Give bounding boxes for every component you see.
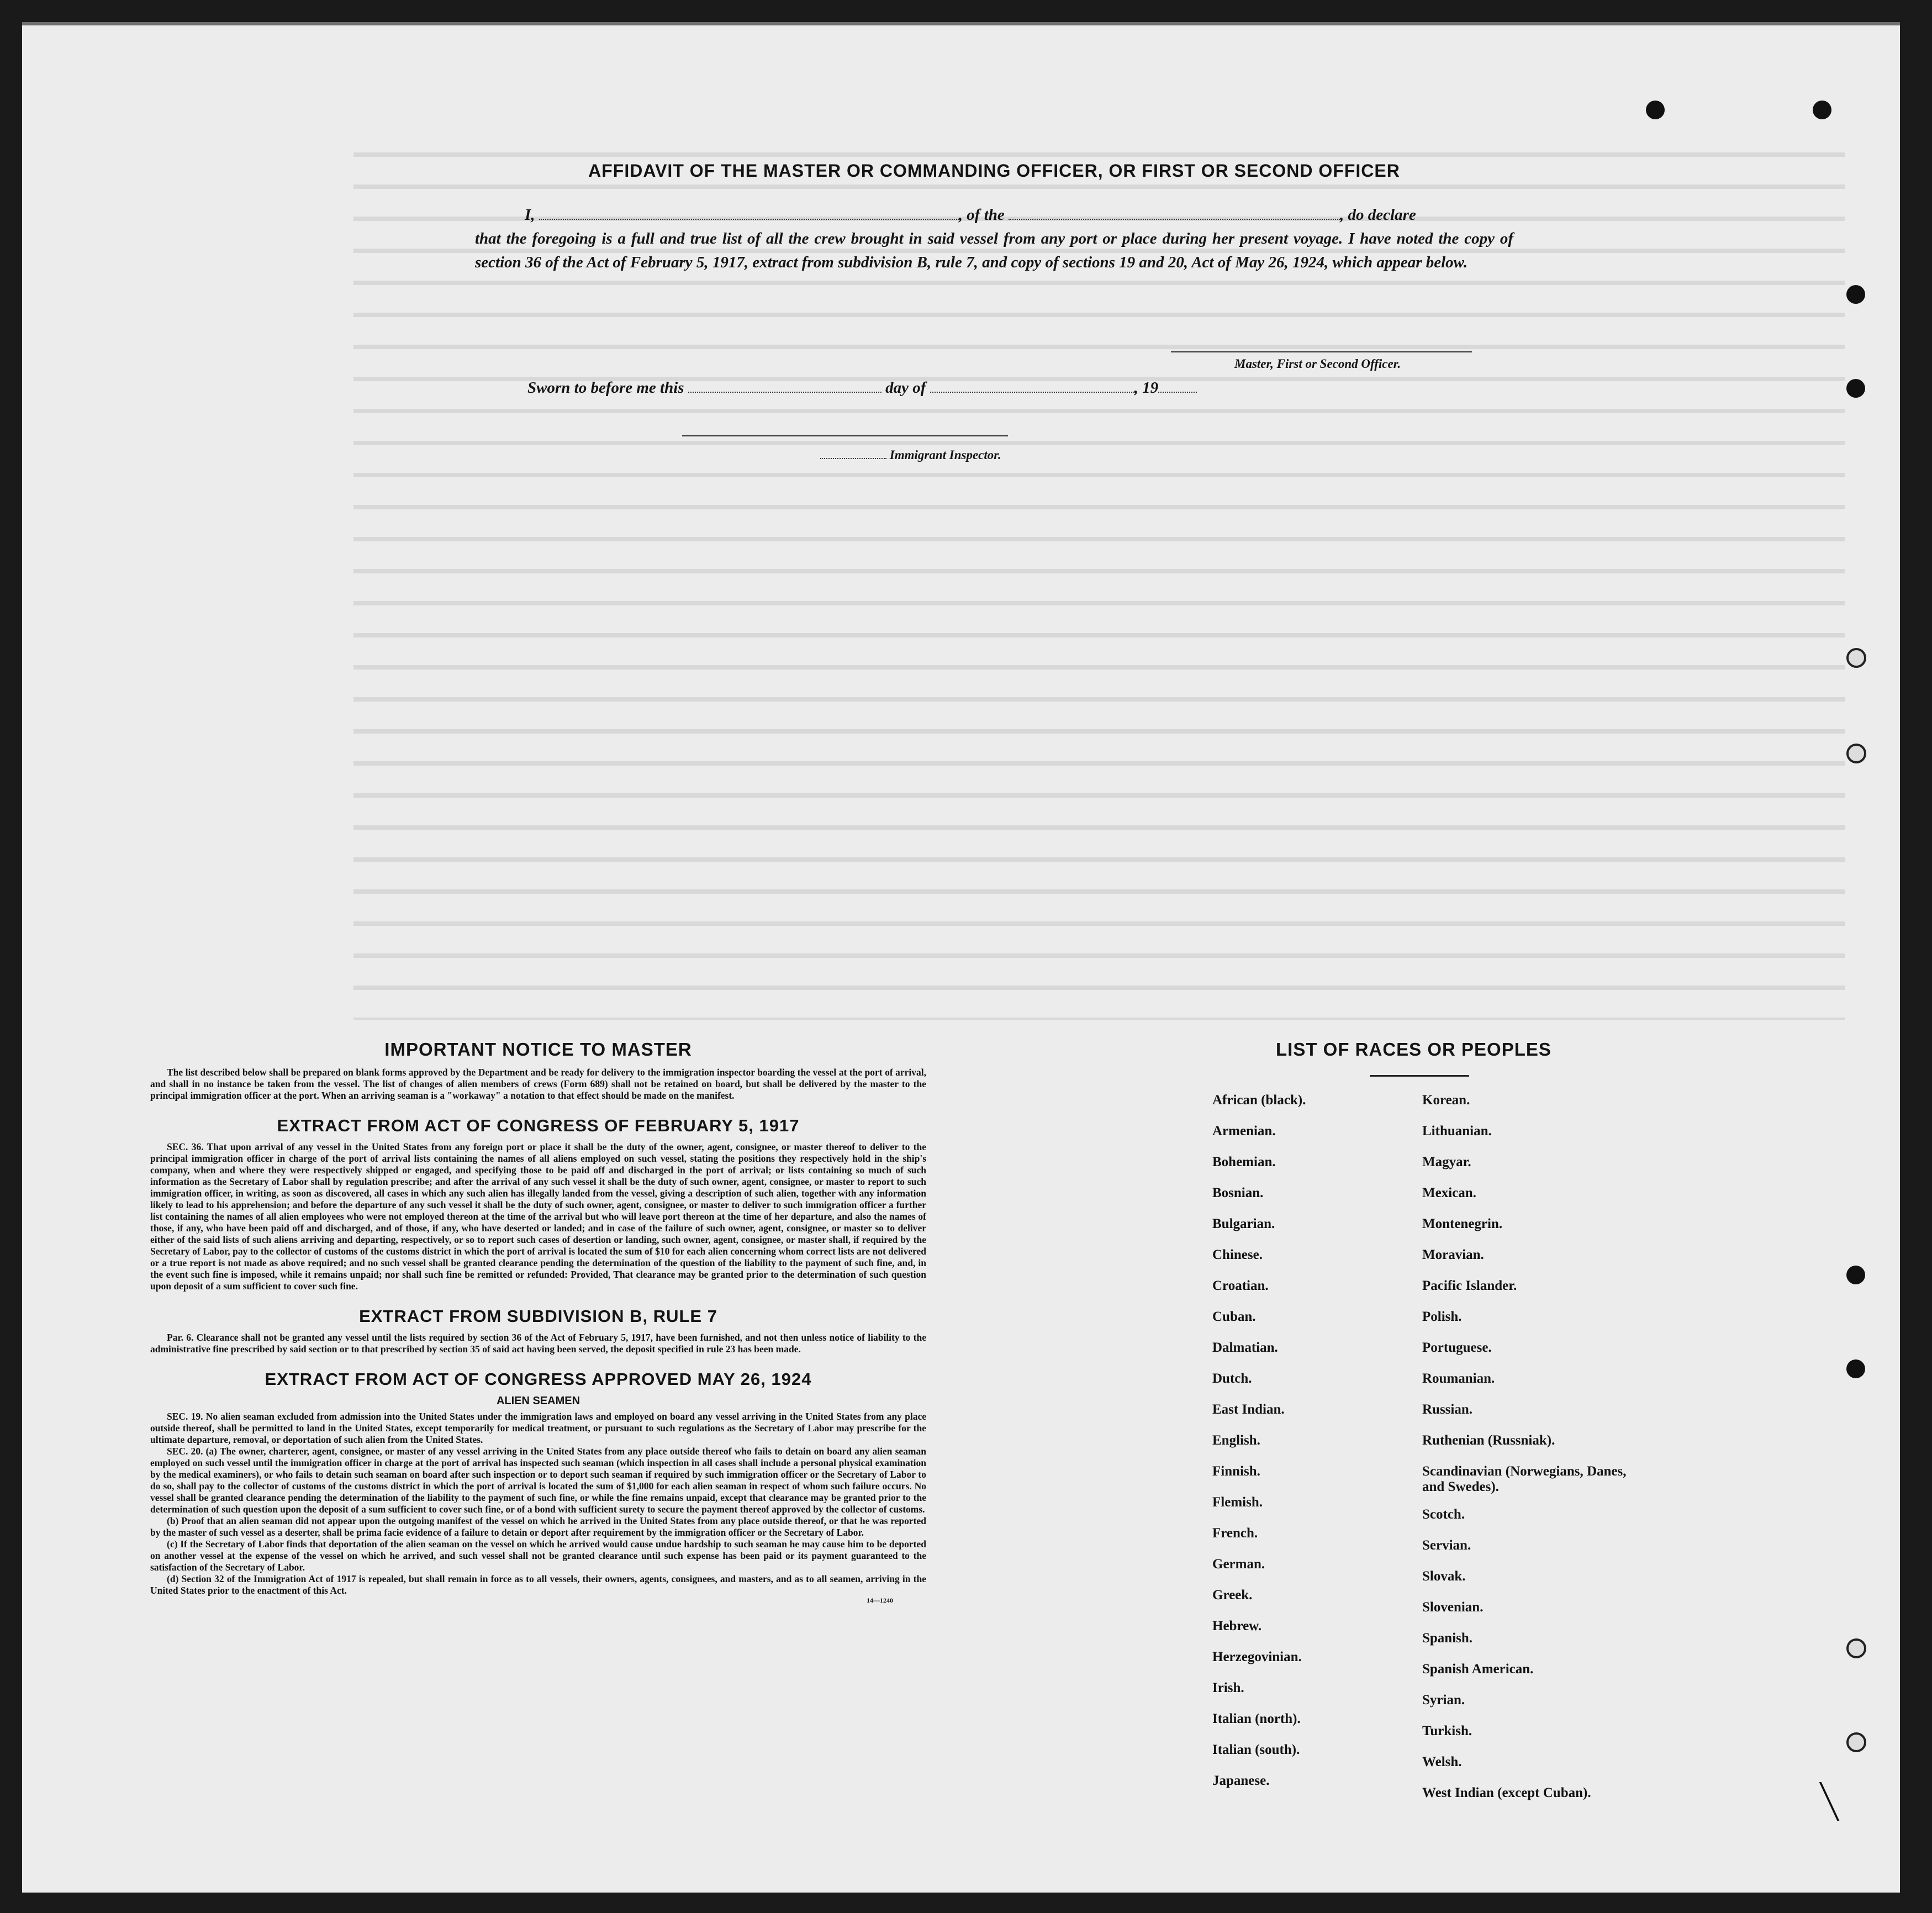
notice-title: IMPORTANT NOTICE TO MASTER [384, 1039, 692, 1060]
race-item: Greek. [1212, 1588, 1253, 1603]
race-item: Dutch. [1212, 1371, 1252, 1386]
extract-1917-text: SEC. 36. That upon arrival of any vessel in the United States from any foreign port or place it shall be the duty of the owner, agent, consignee, or master thereof to deliver to the principal immigration officer in charge of the port of arrival lists containing the names of all aliens employed on such vessel, stating the positions they respectively hold in the ship's company, when and where they were respectively shipped or engaged, and specifying those to be paid off and discharged in the port of arrival; or lists containing so much of such information as the Secretary of Labor shall by regulation prescribe; and after the arrival of any such vessel it shall be the duty of such owner, agent, consignee, or master to report to such immigration officer, in writing, as soon as discovered, all cases in which any such alien has illegally landed from the vessel, giving a description of such alien, together with any information likely to lead to his apprehension; and before the departure of any such vessel it shall be the duty of such owner, agent, consignee, or master to deliver to such immigration officer a further list containing the names of all alien employees who were not employed thereon at the time of the arrival but who will leave port thereon at the time of her departure, and also the names of those, if any, who have been paid off and discharged, and of those, if any, who have deserted or landed; and in case of the failure of such owner, agent, consignee, or master so to deliver either of the said lists of such aliens arriving and departing, respectively, or so to report such cases of desertion or landing, such owner, agent, consignee, or master shall, if required by the Secretary of Labor, pay to the collector of customs of the customs district in which the port of arrival is located the sum of $10 for each alien concerning whom correct lists are not delivered or a true report is not made as above required; and no such vessel shall be granted clearance pending the determination of the question of the liability to the payment of such fine, and, in the event such fine is imposed, while it remains unpaid; nor shall such fine be remitted or refunded: Provided, That clearance may be granted prior to the determination of such question upon deposit of a sum sufficient to cover such fine. [150, 1141, 926, 1292]
race-item: West Indian (except Cuban). [1422, 1785, 1591, 1800]
race-item: Portuguese. [1422, 1340, 1492, 1355]
race-item: Russian. [1422, 1402, 1473, 1417]
vessel-field[interactable] [1009, 217, 1340, 220]
inspector-signature-line[interactable] [682, 435, 1008, 436]
race-item: Herzegovinian. [1212, 1649, 1302, 1664]
races-section [1212, 1039, 1632, 1800]
form-number: 14—1240 [867, 1596, 893, 1604]
extract-1924-sec20b: (b) Proof that an alien seaman did not appear upon the outgoing manifest of the vessel on which he arrived in the United States from any place outside thereof, or that he was reported by the master of such vessel as a deserter, shall be prima facie evidence of a failure to detain or deport after requirement by the immigration officer or the Secretary of Labor. [150, 1515, 926, 1538]
race-item: Montenegrin. [1422, 1216, 1503, 1231]
race-item: Korean. [1422, 1093, 1470, 1108]
race-item: English. [1212, 1433, 1260, 1448]
extract-1924-subtitle: ALIEN SEAMEN [496, 1395, 580, 1407]
race-item: Pacific Islander. [1422, 1278, 1517, 1293]
race-item: Italian (south). [1212, 1742, 1300, 1757]
affidavit-of-the: , of the [958, 206, 1005, 224]
notice-text: The list described below shall be prepared on blank forms approved by the Department and be ready for delivery to the immigration inspector boarding the vessel at the port of arrival, and shall in no instance be taken from the vessel. The list of changes of alien members of crews (Form 689) shall not be retained on board, but shall be delivered by the master to the principal immigration officer at the port. When an arriving seaman is a "workaway" a notation to that effect should be made on the manifest. [150, 1067, 926, 1101]
race-item: Moravian. [1422, 1247, 1484, 1262]
race-item: Bulgarian. [1212, 1216, 1275, 1231]
extract-1924-sec20a: SEC. 20. (a) The owner, charterer, agent, consignee, or master of any vessel arriving in the United States from any place outside thereof who fails to detain on board any alien seaman employed on such vessel until the immigration officer in charge at the port of arrival has inspected such seaman (which inspection in all cases shall include a personal physical examination by the medical examiners), or who fails to detain such seaman on board after such inspection or to deport such seaman if required by such immigration officer or the Secretary of Labor to do so, shall pay to the collector of customs of the customs district in which the port of arrival is located the sum of $1,000 for each alien seaman in respect of whom such failure occurs. No vessel shall be granted clearance pending the determination of the liability to the payment of such fine, or while the fine remains unpaid, except that clearance may be granted prior to the determination of such question upon the deposit of a sum sufficient to cover such fine, or of a bond with sufficient surety to secure the payment thereof approved by the collector of customs. [150, 1446, 926, 1515]
race-item: Slovak. [1422, 1569, 1466, 1584]
sworn-year-prefix: , 19 [1134, 379, 1159, 397]
inspector-field[interactable] [820, 456, 886, 459]
race-item: Chinese. [1212, 1247, 1263, 1262]
punch-hole [1846, 1266, 1865, 1284]
punch-hole-ring [1846, 648, 1866, 668]
race-item: German. [1212, 1557, 1265, 1572]
affidavit-section [475, 161, 1513, 275]
race-item: Bosnian. [1212, 1185, 1264, 1200]
extract-rule7-title: EXTRACT FROM SUBDIVISION B, RULE 7 [359, 1306, 717, 1326]
extract-1924-sec19: SEC. 19. No alien seaman excluded from admission into the United States under the immigration laws and employed on board any vessel arriving in the United States from any place outside thereof, shall be permitted to land in the United States, except temporarily for medical treatment, or pursuant to such regulations as the Secretary of Labor may prescribe for the ultimate departure, removal, or deportation of such alien from the United States. [150, 1411, 926, 1445]
race-item: African (black). [1212, 1093, 1306, 1108]
race-item: Polish. [1422, 1309, 1462, 1324]
document-page [22, 22, 1900, 1893]
race-item: Armenian. [1212, 1124, 1276, 1139]
race-item: Welsh. [1422, 1754, 1462, 1769]
race-item: Slovenian. [1422, 1600, 1484, 1615]
inspector-label-text: Immigrant Inspector. [889, 448, 1001, 462]
master-signature-label: Master, First or Second Officer. [1234, 357, 1401, 371]
affidavit-title: AFFIDAVIT OF THE MASTER OR COMMANDING OFFICER, OR FIRST OR SECOND OFFICER [588, 161, 1400, 181]
punch-hole-ring [1846, 744, 1866, 763]
race-item: Scotch. [1422, 1507, 1465, 1522]
race-item: Lithuanian. [1422, 1124, 1492, 1139]
races-title: LIST OF RACES OR PEOPLES [1276, 1039, 1551, 1060]
race-item: Italian (north). [1212, 1711, 1301, 1726]
race-item: French. [1212, 1526, 1258, 1541]
race-item: Croatian. [1212, 1278, 1269, 1293]
race-item: Syrian. [1422, 1693, 1465, 1708]
race-item: Cuban. [1212, 1309, 1256, 1324]
races-right-column [1422, 1093, 1632, 1816]
affidavit-declaration-line [475, 203, 1513, 227]
extract-1924-title: EXTRACT FROM ACT OF CONGRESS APPROVED MAY 26, 1924 [265, 1369, 812, 1389]
race-item: Irish. [1212, 1680, 1244, 1695]
race-item: Dalmatian. [1212, 1340, 1278, 1355]
race-item: East Indian. [1212, 1402, 1285, 1417]
race-item: Roumanian. [1422, 1371, 1495, 1386]
check-mark [1819, 1782, 1873, 1821]
race-item: Finnish. [1212, 1464, 1260, 1479]
sworn-year-field[interactable] [1158, 389, 1197, 393]
race-item: Ruthenian (Russniak). [1422, 1433, 1555, 1448]
race-item: Hebrew. [1212, 1619, 1262, 1633]
sworn-day-of: day of [885, 379, 926, 397]
sworn-day-field[interactable] [688, 389, 881, 393]
extract-rule7-text: Par. 6. Clearance shall not be granted any vessel until the lists required by section 36 of the Act of February 5, 1917, have been furnished, and not then unless notice of liability to the administrative fine prescribed by said section or to that prescribed by section 35 of said act having been served, the deposit specified in rule 23 has been made. [150, 1332, 926, 1355]
race-item: Mexican. [1422, 1185, 1476, 1200]
punch-hole [1646, 101, 1665, 119]
race-item: Magyar. [1422, 1155, 1471, 1169]
races-left-column [1212, 1093, 1306, 1804]
sworn-text: Sworn to before me this [527, 379, 684, 397]
punch-hole [1846, 285, 1865, 304]
race-item: Spanish. [1422, 1631, 1473, 1646]
affidavit-do-declare: , do declare [1340, 206, 1416, 224]
name-field[interactable] [539, 217, 959, 220]
race-item: Japanese. [1212, 1773, 1270, 1788]
notices-column [150, 1039, 926, 1605]
race-item: Servian. [1422, 1538, 1471, 1553]
punch-hole [1813, 101, 1831, 119]
inspector-signature-label [820, 448, 1001, 462]
affidavit-body: that the foregoing is a full and true list of all the crew brought in said vessel from any port or place during her present voyage. I have noted the copy of section 36 of the Act of February 5, 1917, extract from subdivision B, rule 7, and copy of sections 19 and 20, Act of May 26, 1924, which appear below. [475, 230, 1513, 271]
punch-hole [1846, 1359, 1865, 1378]
race-item: Flemish. [1212, 1495, 1263, 1510]
sworn-statement [527, 379, 1197, 397]
extract-1924-sec20d: (d) Section 32 of the Immigration Act of 1917 is repealed, but shall remain in force as to all vessels, their owners, agents, consignees, and masters, and as to all seamen, arriving in the United States prior to the enactment of this Act. [150, 1573, 926, 1596]
extract-1917-title: EXTRACT FROM ACT OF CONGRESS OF FEBRUARY 5, 1917 [277, 1116, 800, 1135]
punch-hole [1846, 379, 1865, 398]
races-title-rule [1370, 1075, 1469, 1077]
sworn-month-field[interactable] [930, 389, 1134, 393]
master-signature-line[interactable] [1171, 351, 1472, 352]
race-item: Bohemian. [1212, 1155, 1276, 1169]
punch-hole-ring [1846, 1732, 1866, 1752]
race-item: Scandinavian (Norwegians, Danes, and Swedes). [1422, 1464, 1627, 1494]
extract-1924-sec20c: (c) If the Secretary of Labor finds that deportation of the alien seaman on the vessel on which he arrived would cause undue hardship to such seaman he may cause him to be deported on another vessel at the expense of the vessel on which he arrived, and such vessel shall not be granted clearance until such expense has been paid or its payment guaranteed to the satisfaction of the Secretary of Labor. [150, 1538, 926, 1573]
punch-hole-ring [1846, 1638, 1866, 1658]
affidavit-i: I, [525, 206, 535, 224]
race-item: Spanish American. [1422, 1662, 1534, 1677]
race-item: Turkish. [1422, 1724, 1472, 1738]
